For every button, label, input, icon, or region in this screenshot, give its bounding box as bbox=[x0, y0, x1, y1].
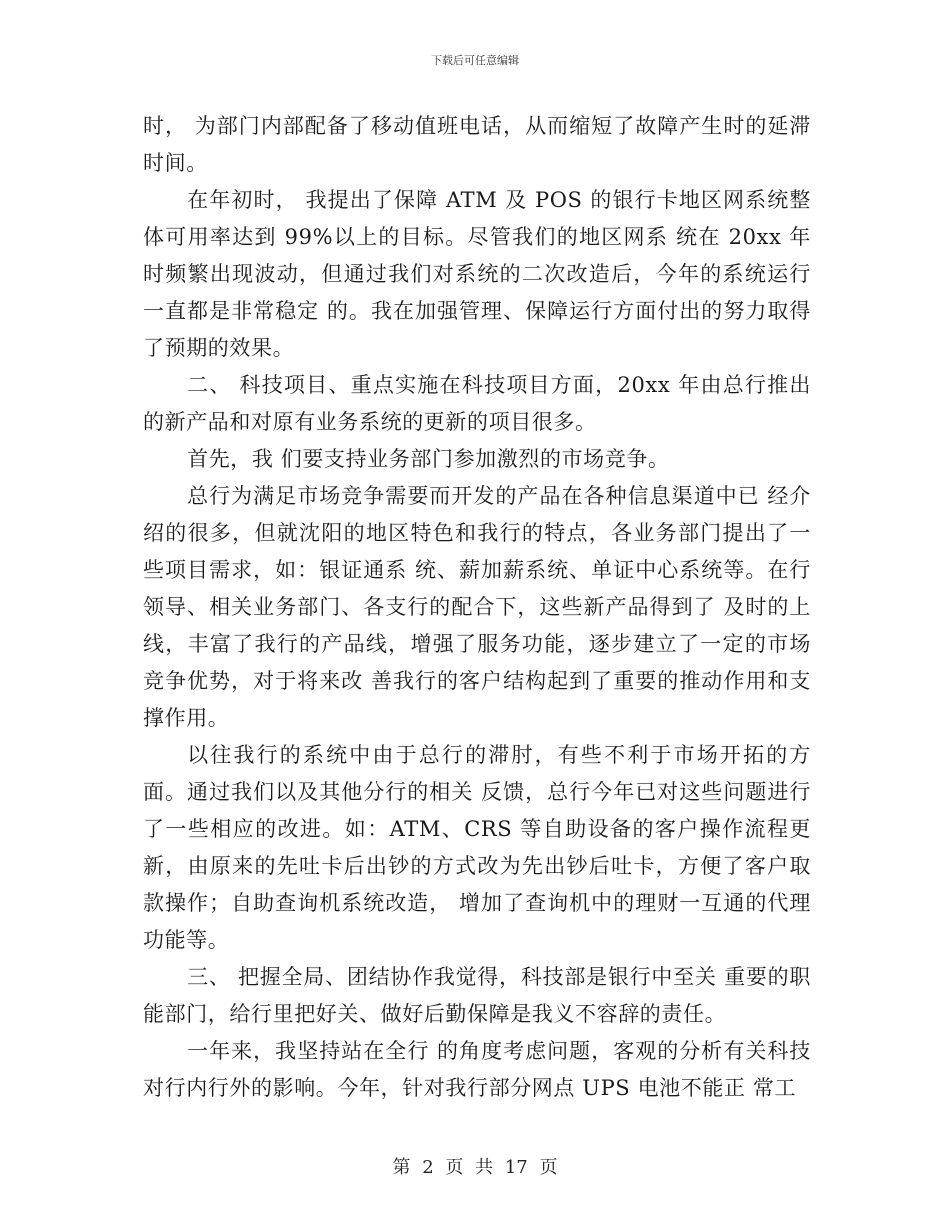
paragraph: 一年来，我坚持站在全行 的角度考虑问题，客观的分析有关科技对行内行外的影响。今年，针对我行部分网点 UPS 电池不能正 常工 bbox=[143, 1039, 811, 1100]
page-header: 下载后可任意编辑 bbox=[431, 54, 519, 67]
paragraph: 总行为满足市场竞争需要而开发的产品在各种信息渠道中已 经介绍的很多，但就沈阳的地区特色和我行的特点，各业务部门提出了一些项目需求，如：银证通系 统、薪加薪系统、单证中心系统等。在行领导、相关业务部门、各支行的配合下，这些新产品得到了 及时的上线，丰富了我行的产品线，增强了服务功能，逐步建立了一定的市场竞争优势，对于将来改 善我行的客户结构起到了重要的推动作用和支撑作用。 bbox=[143, 484, 811, 730]
document-body bbox=[143, 108, 811, 1107]
paragraph: 在年初时， 我提出了保障 ATM 及 POS 的银行卡地区网系统整体可用率达到 99%以上的目标。尽管我们的地区网系 统在 20xx 年时频繁出现波动，但通过我们对系统的二次改造后，今年的系统运行一直都是非常稳定 的。我在加强管理、保障运行方面付出的努力取得了预期的效果。 bbox=[143, 188, 811, 360]
page-number-footer: 第 2 页 共 17 页 bbox=[392, 1157, 558, 1178]
paragraph: 三、 把握全局、团结协作我觉得，科技部是银行中至关 重要的职能部门，给行里把好关、做好后勤保障是我义不容辞的责任。 bbox=[143, 965, 811, 1026]
paragraph: 二、 科技项目、重点实施在科技项目方面，20xx 年由总行推出的新产品和对原有业务系统的更新的项目很多。 bbox=[143, 373, 811, 434]
paragraph: 首先，我 们要支持业务部门参加激烈的市场竞争。 bbox=[187, 447, 670, 471]
paragraph: 以往我行的系统中由于总行的滞肘，有些不利于市场开拓的方面。通过我们以及其他分行的相关 反馈，总行今年已对这些问题进行了一些相应的改进。如：ATM、CRS 等自助设备的客户操作流程更 新，由原来的先吐卡后出钞的方式改为先出钞后吐卡，方便了客户取款操作；自助查询机系统改造， 增加了查询机中的理财一互通的代理功能等。 bbox=[143, 743, 811, 952]
paragraph: 时， 为部门内部配备了移动值班电话，从而缩短了故障产生时的延滞时间。 bbox=[143, 114, 811, 175]
